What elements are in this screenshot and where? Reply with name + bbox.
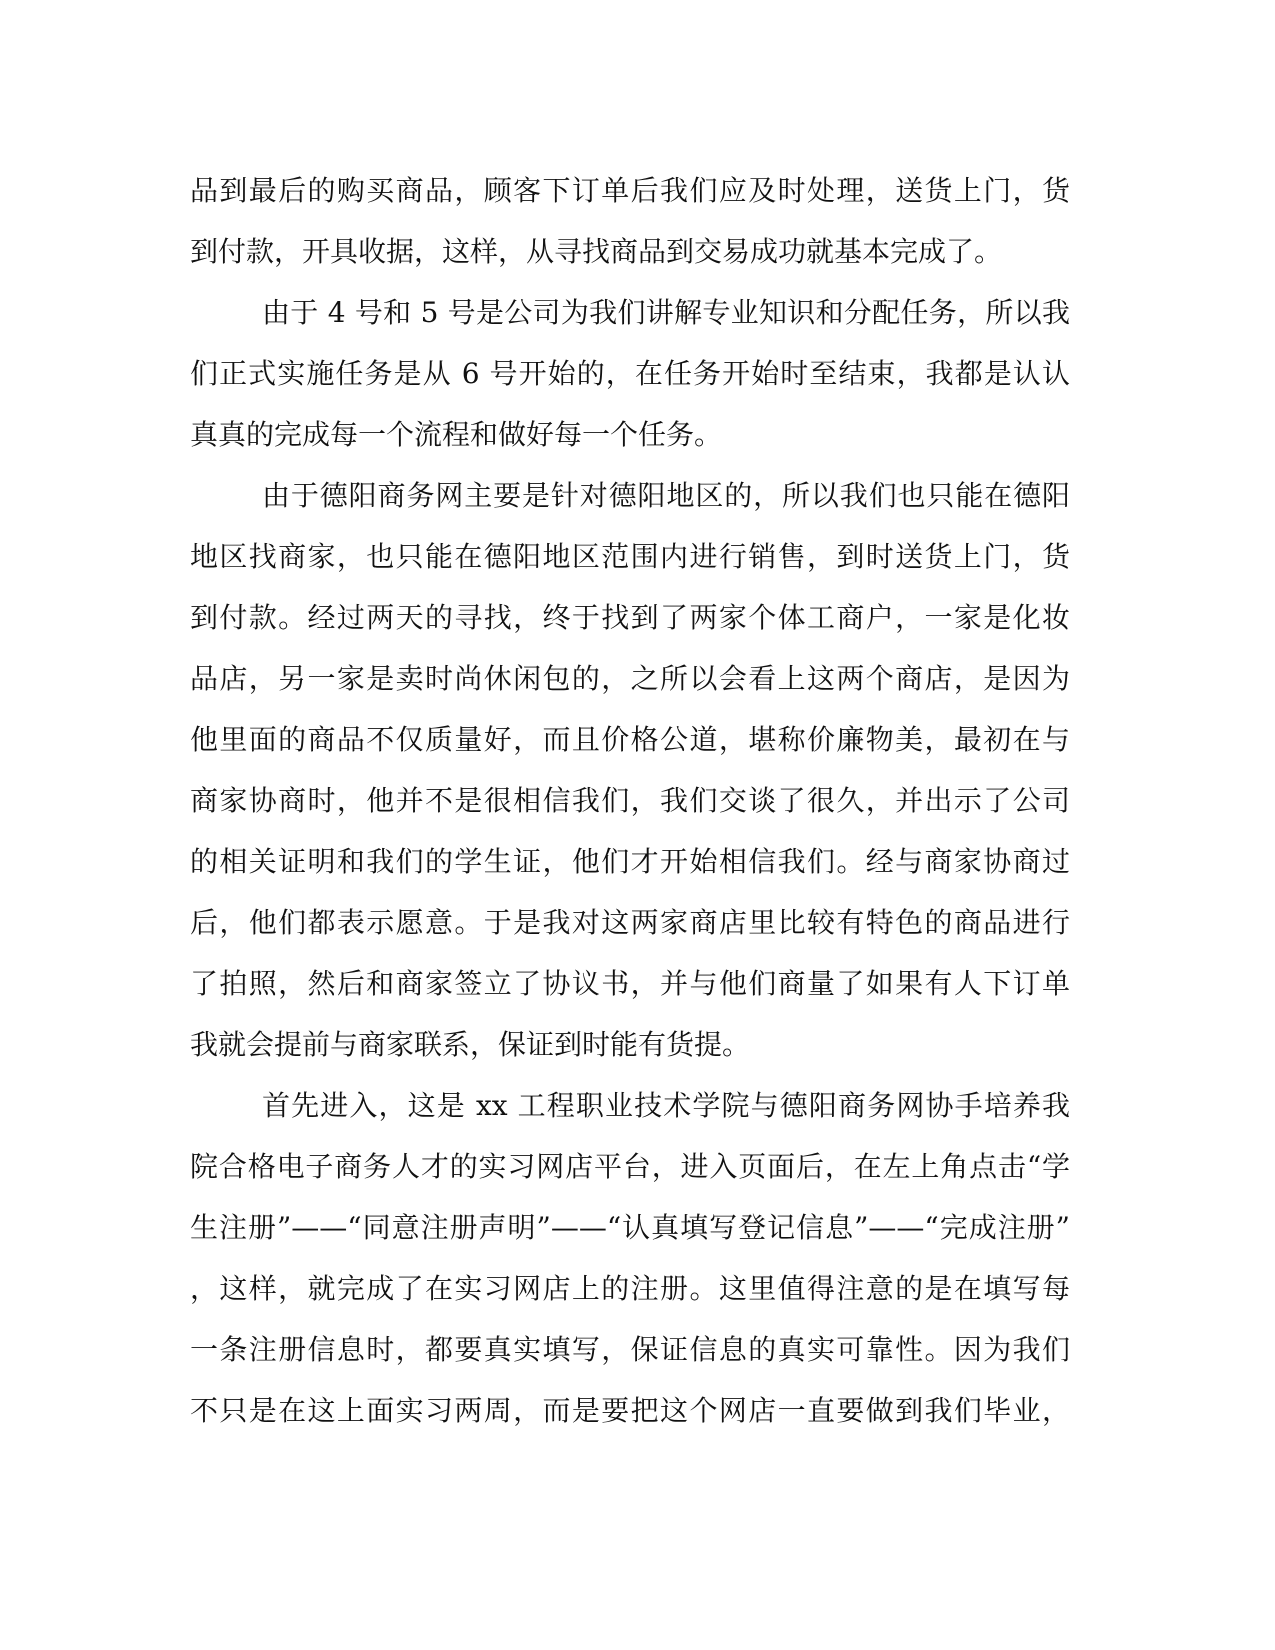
text-line: 后，他们都表示愿意。于是我对这两家商店里比较有特色的商品进行 bbox=[190, 906, 1070, 939]
text-line: 品到最后的购买商品，顾客下订单后我们应及时处理，送货上门，货 bbox=[190, 174, 1070, 207]
text-line: 真真的完成每一个流程和做好每一个任务。 bbox=[190, 418, 723, 451]
text-line: ，这样，就完成了在实习网店上的注册。这里值得注意的是在填写每 bbox=[190, 1272, 1070, 1305]
text-line: 的相关证明和我们的学生证，他们才开始相信我们。经与商家协商过 bbox=[190, 845, 1070, 878]
paragraph-first-line: 由于 4 号和 5 号是公司为我们讲解专业知识和分配任务，所以我 bbox=[262, 296, 1070, 329]
paragraph-first-line: 由于德阳商务网主要是针对德阳地区的，所以我们也只能在德阳 bbox=[262, 479, 1070, 512]
text-line: 我就会提前与商家联系，保证到时能有货提。 bbox=[190, 1028, 751, 1061]
text-line: 院合格电子商务人才的实习网店平台，进入页面后，在左上角点击“学 bbox=[190, 1150, 1070, 1183]
text-line: 品店，另一家是卖时尚休闲包的，之所以会看上这两个商店，是因为 bbox=[190, 662, 1070, 695]
text-line: 了拍照，然后和商家签立了协议书，并与他们商量了如果有人下订单 bbox=[190, 967, 1070, 1000]
text-line: 商家协商时，他并不是很相信我们，我们交谈了很久，并出示了公司 bbox=[190, 784, 1070, 817]
text-line: 他里面的商品不仅质量好，而且价格公道，堪称价廉物美，最初在与 bbox=[190, 723, 1070, 756]
paragraph-first-line: 首先进入，这是 xx 工程职业技术学院与德阳商务网协手培养我 bbox=[262, 1089, 1070, 1122]
text-line: 们正式实施任务是从 6 号开始的，在任务开始时至结束，我都是认认 bbox=[190, 357, 1070, 390]
text-line: 到付款。经过两天的寻找，终于找到了两家个体工商户，一家是化妆 bbox=[190, 601, 1070, 634]
text-line: 不只是在这上面实习两周，而是要把这个网店一直要做到我们毕业， bbox=[190, 1394, 1070, 1427]
text-line: 一条注册信息时，都要真实填写，保证信息的真实可靠性。因为我们 bbox=[190, 1333, 1070, 1366]
document-body bbox=[190, 160, 1070, 1441]
text-line: 地区找商家，也只能在德阳地区范围内进行销售，到时送货上门，货 bbox=[190, 540, 1070, 573]
text-line: 到付款，开具收据，这样，从寻找商品到交易成功就基本完成了。 bbox=[190, 235, 1003, 268]
text-line: 生注册”——“同意注册声明”——“认真填写登记信息”——“完成注册” bbox=[190, 1211, 1070, 1244]
